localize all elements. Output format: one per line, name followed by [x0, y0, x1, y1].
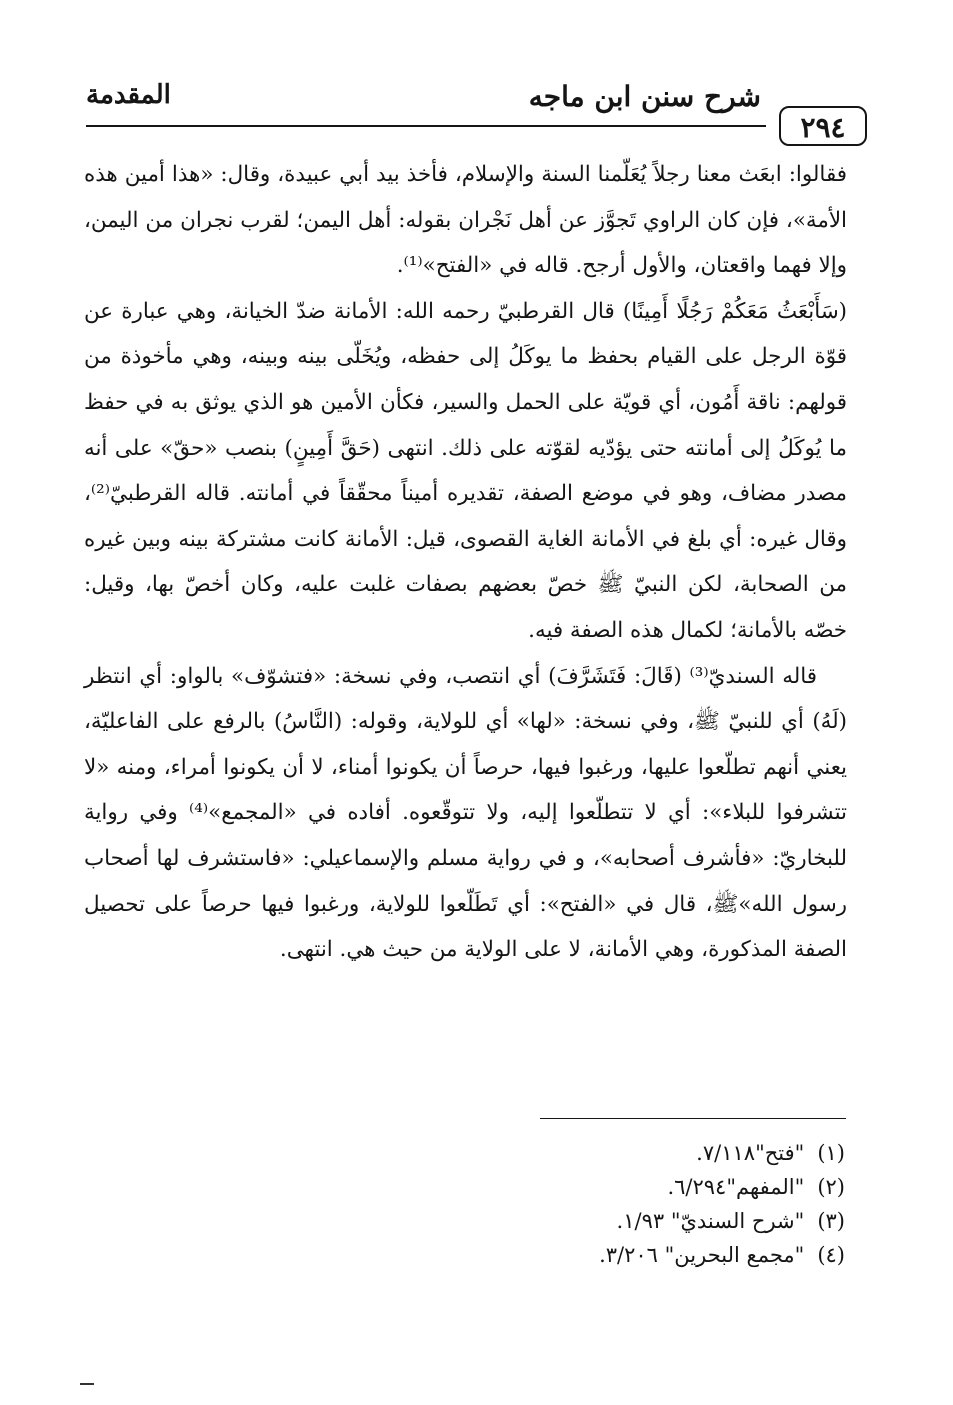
footnote-number: (٤) — [817, 1243, 845, 1267]
scan-edge-mark — [80, 1383, 94, 1385]
paragraph-3: قاله السنديّ⁽³⁾ (قَالَ: فَتَشَرَّفَ) أي انتصب، وفي نسخة: «فتشوّف» بالواو: أي انتظر (لَهُ) أي للنبيّ ﷺ، وفي نسخة: «لها» أي للولاية، وقوله: (النَّاسُ) بالرفع على الفاعليّة، يعني أنهم تطلّعوا عليها، ورغبوا فيها، حرصاً أن يكونوا أمناء، لا أن يكونوا أمراء، ومنه «لا تتشرفوا للبلاء»: أي لا تتطلّعوا إليه، ولا تتوقّعوه. أفاده في «المجمع»⁽⁴⁾ وفي رواية للبخاريّ: «فأشرف أصحابه»، و في رواية مسلم والإسماعيلي: «فاستشرف لها أصحاب رسول الله»ﷺ، قال في «الفتح»: أي تَطَلّعوا للولاية، ورغبوا فيها حرصاً على تحصيل الصفة المذكورة، وهي الأمانة، لا على الولاية من حيث هي. انتهى. — [84, 663, 847, 963]
footnote-text: "المفهم"٦/٢٩٤. — [667, 1175, 805, 1199]
footnote-item — [445, 1170, 845, 1204]
footnote-number: (١) — [817, 1141, 845, 1165]
main-text — [84, 152, 847, 973]
footnote-item — [445, 1204, 845, 1238]
footnote-text: "فتح"٧/١١٨. — [696, 1141, 805, 1165]
footnotes — [445, 1136, 845, 1272]
running-header-section: المقدمة — [86, 80, 171, 110]
paragraph-1: فقالوا: ابعَث معنا رجلاً يُعَلّمنا السنة والإسلام، فأخذ بيد أبي عبيدة، وقال: «هذا أمين هذه الأمة»، فإن كان الراوي تَجوَّز عن أهل نَجْران بقوله: أهل اليمن؛ لقرب نجران من اليمن، وإلا فهما واقعتان، والأول أرجح. قاله في «الفتح»⁽¹⁾. — [84, 162, 847, 279]
footnote-text: "مجمع البحرين" ٣/٢٠٦. — [599, 1243, 805, 1267]
header-rule — [86, 125, 766, 127]
paragraph-2: (سَأَبْعَثُ مَعَكُمْ رَجُلًا أَمِينًا) قال القرطبيّ رحمه الله: الأمانة ضدّ الخيانة، وهي عبارة عن قوّة الرجل على القيام بحفظ ما يوكَلُ إلى حفظه، ويُخَلّى بينه وبينه، وهي مأخوذة من قولهم: ناقة أَمُون، أي قويّة على الحمل والسير، فكأن الأمين هو الذي يوثق به في حفظ ما يُوكَلُ إلى أمانته حتى يؤدّيه لقوّته على ذلك. انتهى (حَقَّ أَمِينٍ) بنصب «حقّ» على أنه مصدر مضاف، وهو في موضع الصفة، تقديره أميناً محقّقاً في أمانته. قاله القرطبيّ⁽²⁾، وقال غيره: أي بلغ في الأمانة الغاية القصوى، قيل: الأمانة كانت مشتركة بينه وبين غيره من الصحابة، لكن النبيّ ﷺ خصّ بعضهم بصفات غلبت عليه، وكان أخصّ بها، وقيل: خصّه بالأمانة؛ لكمال هذه الصفة فيه. — [84, 298, 847, 643]
footnote-number: (٣) — [817, 1209, 845, 1233]
footnote-item — [445, 1238, 845, 1272]
footnote-number: (٢) — [817, 1175, 845, 1199]
footnote-item — [445, 1136, 845, 1170]
footnote-text: "شرح السنديّ" ١/٩٣. — [616, 1209, 805, 1233]
running-header-title: شرح سنن ابن ماجه — [528, 80, 761, 113]
footnote-separator — [540, 1118, 846, 1119]
page-number-box: ٢٩٤ — [779, 106, 867, 146]
